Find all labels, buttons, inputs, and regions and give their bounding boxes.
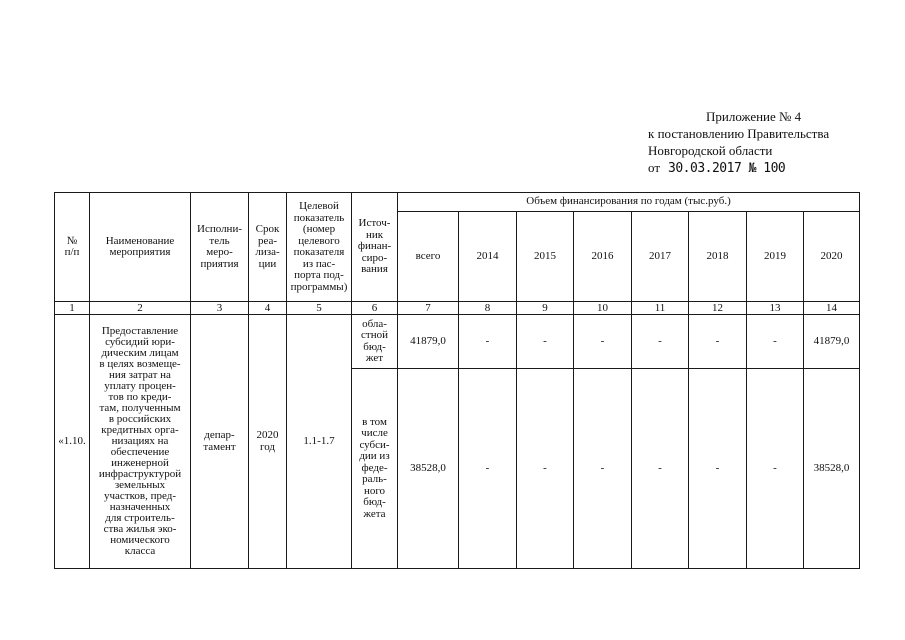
total-value: 38528,0 [398,369,459,569]
year-value: - [574,315,632,369]
indicator: 1.1-1.7 [287,315,352,569]
column-number-row [55,302,860,315]
column-number: 7 [398,302,459,315]
handwritten-date: 30.03.2017 № 100 [668,161,786,176]
header-row-1 [55,193,860,212]
year-value: 41879,0 [804,315,860,369]
measure-name: Предоставление субсидий юри- дическим лицам в целях возмеще- ния затрат на уплату процен- тов по креди- там, полученным в российских кредитных орга- низациях на обеспечение инженерной инфраструктурой земельных участков, пред- назначенных для строитель- ства жилья эко- номического класса [90,315,191,569]
column-number: 10 [574,302,632,315]
year-value: - [632,315,689,369]
year-value: - [747,315,804,369]
column-number: 12 [689,302,747,315]
header-year-2018: 2018 [689,212,747,302]
header-indicator: Целевой показатель (номер целевого показателя из пас- порта под- программы) [287,193,352,302]
appendix-line-resolution: к постановлению Правительства [648,126,830,141]
funding-source: обла- стной бюд- жет [352,315,398,369]
header-executor: Исполни- тель меро- приятия [191,193,249,302]
year-value: - [459,369,517,569]
funding-table [54,192,860,569]
year-value: - [459,315,517,369]
column-number: 5 [287,302,352,315]
year-value: - [574,369,632,569]
total-value: 41879,0 [398,315,459,369]
column-number: 14 [804,302,860,315]
header-funding-group: Объем финансирования по годам (тыс.руб.) [398,193,860,212]
year-value: - [517,369,574,569]
header-year-2020: 2020 [804,212,860,302]
header-num: № п/п [55,193,90,302]
appendix-date-row [648,159,888,177]
table-row [55,315,860,369]
column-number: 8 [459,302,517,315]
column-number: 13 [747,302,804,315]
header-source: Источ- ник финан- сиро- вания [352,193,398,302]
column-number: 11 [632,302,689,315]
header-year-2015: 2015 [517,212,574,302]
executor: депар- тамент [191,315,249,569]
year-value: 38528,0 [804,369,860,569]
column-number: 6 [352,302,398,315]
year-value: - [689,315,747,369]
header-year-2017: 2017 [632,212,689,302]
column-number: 1 [55,302,90,315]
header-year-2014: 2014 [459,212,517,302]
appendix-title: Приложение № 4 [706,109,802,124]
header-name: Наименование мероприятия [90,193,191,302]
year-value: - [632,369,689,569]
year-value: - [747,369,804,569]
year-value: - [517,315,574,369]
column-number: 3 [191,302,249,315]
appendix-header [648,108,888,177]
header-year-2016: 2016 [574,212,632,302]
header-year-2019: 2019 [747,212,804,302]
column-number: 9 [517,302,574,315]
header-term: Срок реа- лиза- ции [249,193,287,302]
header-total: всего [398,212,459,302]
row-number: «1.10. [55,315,90,569]
column-number: 2 [90,302,191,315]
funding-source: в том числе субси- дии из феде- раль- ного бюд- жета [352,369,398,569]
column-number: 4 [249,302,287,315]
date-prefix: от [648,160,661,175]
year-value: - [689,369,747,569]
term: 2020 год [249,315,287,569]
appendix-line-region: Новгородской области [648,143,773,158]
